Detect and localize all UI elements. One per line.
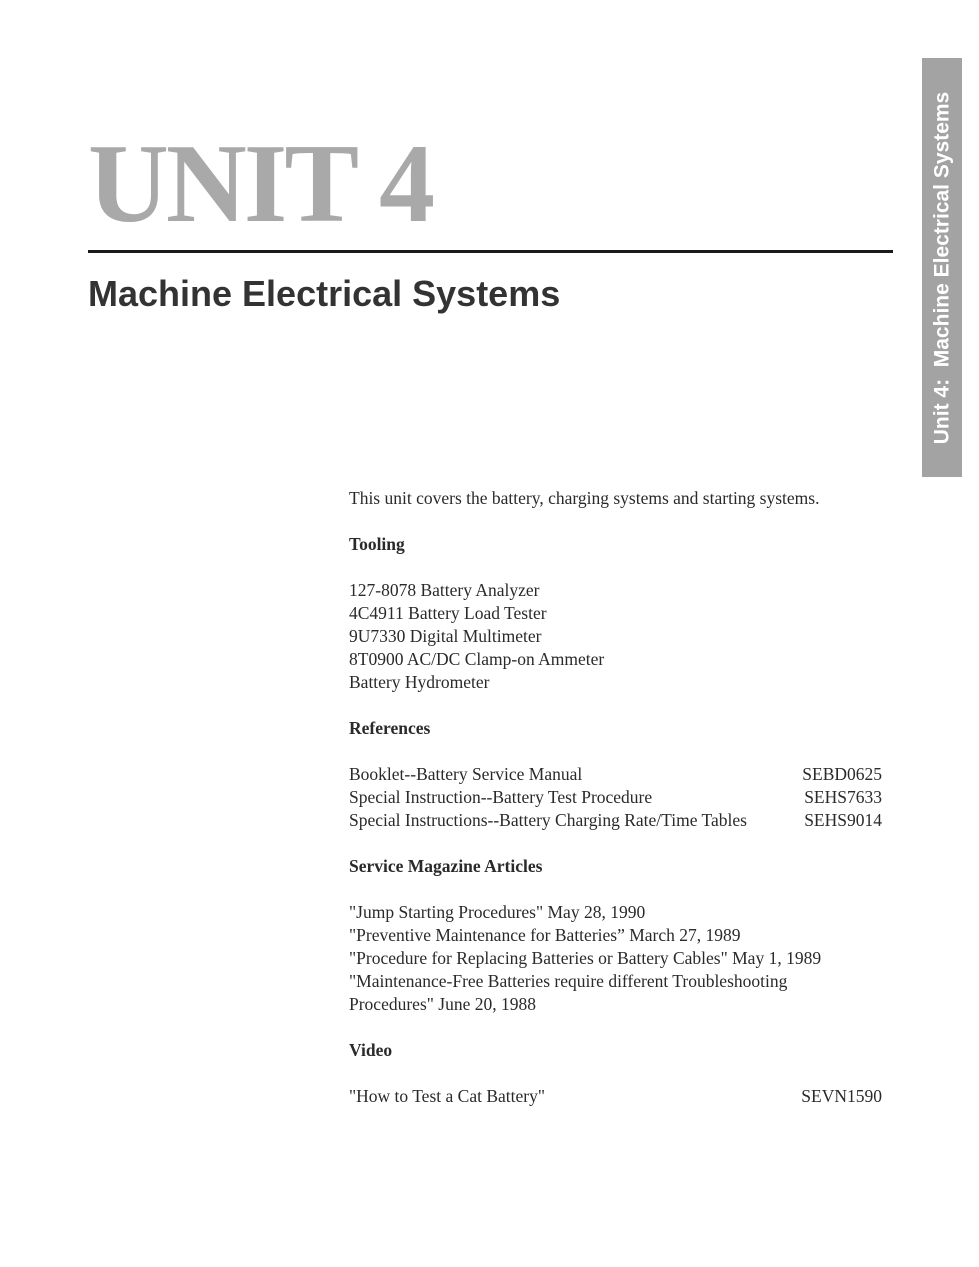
tooling-item: 8T0900 AC/DC Clamp-on Ammeter xyxy=(349,649,605,669)
article-item: "Procedure for Replacing Batteries or Battery Cables" May 1, 1989 xyxy=(349,948,822,968)
side-tab xyxy=(922,58,962,477)
reference-title: Booklet--Battery Service Manual xyxy=(349,764,583,784)
reference-row xyxy=(349,809,882,832)
tooling-item: 127-8078 Battery Analyzer xyxy=(349,580,540,600)
unit-content xyxy=(349,487,882,1108)
reference-title: Special Instruction--Battery Test Procedure xyxy=(349,787,653,807)
reference-code: SEHS9014 xyxy=(804,810,882,830)
references-heading: References xyxy=(349,718,431,738)
tooling-item: 4C4911 Battery Load Tester xyxy=(349,603,547,623)
article-item: "Preventive Maintenance for Batteries” March 27, 1989 xyxy=(349,925,741,945)
tooling-item: Battery Hydrometer xyxy=(349,672,490,692)
reference-row xyxy=(349,786,882,809)
side-tab-label: Unit 4: Machine Electrical Systems xyxy=(930,91,954,444)
video-title: "How to Test a Cat Battery" xyxy=(349,1086,545,1106)
reference-row xyxy=(349,763,882,786)
article-item: "Maintenance-Free Batteries require different Troubleshooting xyxy=(349,971,788,991)
tooling-item: 9U7330 Digital Multimeter xyxy=(349,626,542,646)
unit-title: Machine Electrical Systems xyxy=(88,273,561,314)
video-row xyxy=(349,1085,882,1108)
reference-title: Special Instructions--Battery Charging Rate/Time Tables xyxy=(349,810,747,830)
video-heading: Video xyxy=(349,1040,393,1060)
service-magazine-heading: Service Magazine Articles xyxy=(349,856,543,876)
unit-number: UNIT 4 xyxy=(88,122,433,246)
tooling-heading: Tooling xyxy=(349,534,405,554)
video-code: SEVN1590 xyxy=(801,1086,882,1106)
intro-text: This unit covers the battery, charging systems and starting systems. xyxy=(349,488,820,508)
title-divider xyxy=(88,250,893,253)
article-item: Procedures" June 20, 1988 xyxy=(349,994,536,1014)
reference-code: SEHS7633 xyxy=(804,787,882,807)
reference-code: SEBD0625 xyxy=(802,764,882,784)
article-item: "Jump Starting Procedures" May 28, 1990 xyxy=(349,902,646,922)
